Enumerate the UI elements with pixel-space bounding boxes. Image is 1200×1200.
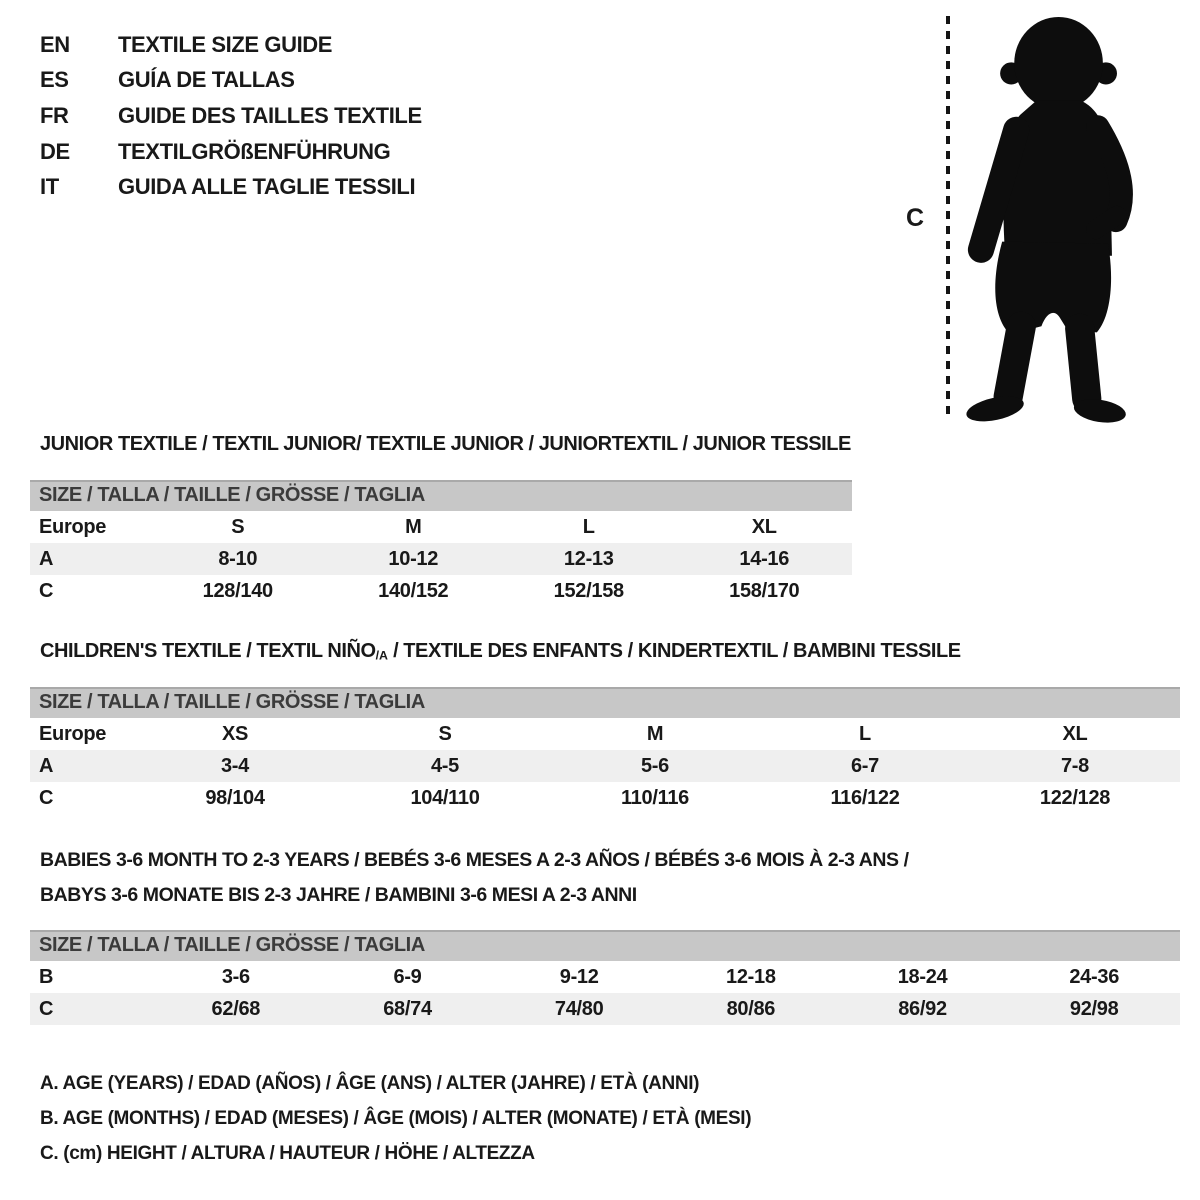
footnote-c: C. (cm) HEIGHT / ALTURA / HAUTEUR / HÖHE / ALTEZZA (40, 1143, 535, 1164)
row-label-cell: A (39, 547, 54, 570)
table-cell: 158/170 (729, 579, 800, 602)
table-cell: 140/152 (378, 579, 449, 602)
table-row (30, 718, 1180, 750)
footnote-a: A. AGE (YEARS) / EDAD (AÑOS) / ÂGE (ANS) / ALTER (JAHRE) / ETÀ (ANNI) (40, 1073, 700, 1094)
row-label-cell: A (39, 754, 54, 777)
babies-section-heading (40, 843, 909, 913)
table-row (30, 543, 852, 575)
table-cell: 12-18 (726, 965, 776, 988)
table-cell: 86/92 (898, 997, 947, 1020)
children-size-table (30, 687, 1180, 814)
children-heading-text: / TEXTILE DES ENFANTS / KINDERTEXTIL / BAMBINI TESSILE (387, 640, 961, 662)
children-heading-subscript: /A (375, 648, 388, 663)
table-row (30, 750, 1180, 782)
size-header-bar: SIZE / TALLA / TAILLE / GRÖSSE / TAGLIA (30, 930, 1180, 961)
junior-size-table (30, 480, 852, 607)
language-row (40, 134, 422, 170)
babies-heading-line2: BABYS 3-6 MONATE BIS 2-3 JAHRE / BAMBINI 3-6 MESI A 2-3 ANNI (40, 884, 637, 906)
language-row (40, 169, 422, 205)
table-cell: 104/110 (410, 786, 480, 809)
row-label-cell: C (39, 786, 54, 809)
table-cell: 122/128 (1039, 786, 1111, 809)
table-cell: 3-4 (220, 754, 249, 777)
children-section-heading (40, 640, 961, 663)
table-cell: 116/122 (830, 786, 900, 809)
table-cell: 3-6 (221, 965, 250, 988)
table-cell: XL (1062, 722, 1088, 745)
table-row (30, 511, 852, 543)
table-cell: 9-12 (559, 965, 599, 988)
table-cell: 6-9 (393, 965, 422, 988)
table-row (30, 961, 1180, 993)
table-cell: 110/116 (621, 786, 689, 809)
table-row (30, 993, 1180, 1025)
language-title: GUÍA DE TALLAS (118, 67, 295, 93)
table-cell: XL (751, 515, 777, 538)
table-cell: S (438, 722, 452, 745)
table-cell: 152/158 (553, 579, 624, 602)
language-title: TEXTILGRÖßENFÜHRUNG (118, 138, 391, 164)
table-cell: 68/74 (383, 997, 432, 1020)
table-cell: L (859, 722, 871, 745)
row-label-cell: B (39, 965, 54, 988)
children-heading-text: CHILDREN'S TEXTILE / TEXTIL NIÑO (40, 640, 376, 662)
language-list (40, 27, 422, 205)
language-title: GUIDA ALLE TAGLIE TESSILI (118, 174, 416, 200)
footnote-b: B. AGE (MONTHS) / EDAD (MESES) / ÂGE (MOIS) / ALTER (MONATE) / ETÀ (MESI) (40, 1108, 752, 1129)
table-cell: 14-16 (739, 547, 790, 570)
table-cell: 12-13 (563, 547, 614, 570)
language-title: GUIDE DES TAILLES TEXTILE (118, 102, 422, 128)
table-cell: 7-8 (1060, 754, 1089, 777)
table-cell: 4-5 (430, 754, 459, 777)
language-code: EN (40, 31, 70, 57)
language-row (40, 27, 422, 63)
junior-section-heading: JUNIOR TEXTILE / TEXTIL JUNIOR/ TEXTILE JUNIOR / JUNIORTEXTIL / JUNIOR TESSILE (40, 433, 851, 455)
language-code: IT (40, 174, 59, 200)
table-cell: 74/80 (554, 997, 604, 1020)
table-cell: 6-7 (850, 754, 879, 777)
table-cell: 18-24 (897, 965, 948, 988)
babies-heading-line1: BABIES 3-6 MONTH TO 2-3 YEARS / BEBÉS 3-6 MESES A 2-3 AÑOS / BÉBÉS 3-6 MOIS À 2-3 ANS / (40, 849, 909, 871)
table-cell: 24-36 (1069, 965, 1120, 988)
size-header-bar: SIZE / TALLA / TAILLE / GRÖSSE / TAGLIA (30, 480, 852, 511)
row-label-cell: Europe (39, 722, 107, 745)
table-cell: 80/86 (726, 997, 776, 1020)
language-title: TEXTILE SIZE GUIDE (118, 31, 333, 57)
table-cell: 98/104 (205, 786, 265, 809)
language-code: FR (40, 102, 69, 128)
table-cell: 92/98 (1069, 997, 1119, 1020)
size-header-bar: SIZE / TALLA / TAILLE / GRÖSSE / TAGLIA (30, 687, 1180, 718)
table-cell: 10-12 (388, 547, 439, 570)
language-row (40, 63, 422, 99)
table-cell: M (646, 722, 664, 745)
footnotes (40, 1066, 751, 1171)
baby-silhouette-icon (956, 16, 1146, 424)
table-cell: S (231, 515, 245, 538)
table-cell: 128/140 (202, 579, 273, 602)
row-label-cell: C (39, 579, 54, 602)
babies-size-table (30, 930, 1180, 1025)
table-cell: 62/68 (211, 997, 261, 1020)
table-row (30, 782, 1180, 814)
table-cell: M (405, 515, 422, 538)
height-measure-line (946, 16, 950, 418)
row-label-cell: C (39, 997, 54, 1020)
table-cell: 8-10 (218, 547, 258, 570)
table-cell: 5-6 (640, 754, 669, 777)
language-code: ES (40, 67, 69, 93)
row-label-cell: Europe (39, 515, 107, 538)
language-code: DE (40, 138, 70, 164)
table-cell: L (582, 515, 595, 538)
table-cell: XS (221, 722, 249, 745)
table-row (30, 575, 852, 607)
measure-label-c: C (906, 204, 925, 232)
language-row (40, 98, 422, 134)
